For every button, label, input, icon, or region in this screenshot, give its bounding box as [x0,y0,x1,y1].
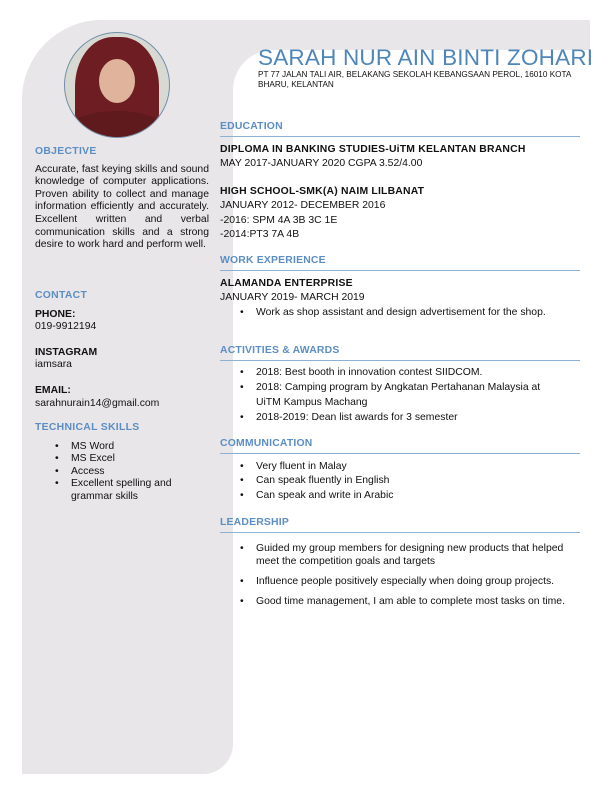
school-dates: JANUARY 2012- DECEMBER 2016 [220,200,386,211]
activities-section [220,344,580,426]
work-section [220,254,580,320]
contact-section [35,290,209,410]
activity-item: • 2018: Camping program by Angkatan Pertahanan Malaysia at UiTM Kampus Machang [256,381,566,410]
objective-text: Accurate, fast keying skills and sound knowledge of computer applications. Proven ability to collect and manage information efficiently and accurately. Excellent written and verbal communication skills and a strong desire to work hard and perform well. [35,163,209,251]
objective-heading: OBJECTIVE [35,146,97,157]
email-label: EMAIL: [35,384,71,396]
skill-item: • MS Excel [71,453,191,466]
objective-section [35,146,209,252]
instagram-value: iamsara [35,359,72,371]
profile-photo [64,32,170,138]
skill-item: • Excellent spelling and grammar skills [71,478,191,503]
candidate-name: SARAH NUR AIN BINTI ZOHARI [258,45,594,70]
contact-heading: CONTACT [35,290,88,301]
address: PT 77 JALAN TALI AIR, BELAKANG SEKOLAH KEBANGSAAN PEROL, 16010 KOTA BHARU, KELANTAN [258,70,571,89]
diploma-detail: MAY 2017-JANUARY 2020 CGPA 3.52/4.00 [220,158,423,169]
leadership-section [220,516,580,608]
skill-item: • MS Word [71,441,191,454]
leadership-item: • Guided my group members for designing new products that helped meet the competition goals and targets [256,542,574,568]
education-section [220,120,580,243]
leadership-item: • Good time management, I am able to complete most tasks on time. [256,595,574,608]
school-title: HIGH SCHOOL-SMK(A) NAIM LILBANAT [220,185,425,197]
activities-heading: ACTIVITIES & AWARDS [220,344,580,361]
communication-item: • Can speak fluently in English [256,474,580,489]
activity-item: • 2018-2019: Dean list awards for 3 semester [256,411,566,426]
communication-heading: COMMUNICATION [220,437,580,454]
skill-item: • Access [71,466,191,479]
work-item: • Work as shop assistant and design advertisement for the shop. [256,306,580,321]
communication-section [220,437,580,503]
school-pt3: -2014:PT3 7A 4B [220,229,300,240]
work-dates: JANUARY 2019- MARCH 2019 [220,292,365,303]
phone-value: 019-9912194 [35,321,97,333]
company-name: ALAMANDA ENTERPRISE [220,277,353,289]
leadership-item: • Influence people positively especially when doing group projects. [256,575,574,588]
activity-item: • 2018: Best booth in innovation contest SIIDCOM. [256,366,566,381]
school-spm: -2016: SPM 4A 3B 3C 1E [220,214,338,226]
work-heading: WORK EXPERIENCE [220,254,580,271]
phone-label: PHONE: [35,308,76,320]
skills-heading: TECHNICAL SKILLS [35,422,140,433]
skills-section [35,422,209,504]
leadership-heading: LEADERSHIP [220,516,580,533]
diploma-title: DIPLOMA IN BANKING STUDIES-UiTM KELANTAN BRANCH [220,143,526,155]
email-value: sarahnurain14@gmail.com [35,397,160,409]
communication-item: • Can speak and write in Arabic [256,489,580,504]
communication-item: • Very fluent in Malay [256,460,580,475]
education-heading: EDUCATION [220,120,580,137]
instagram-label: INSTAGRAM [35,346,98,358]
